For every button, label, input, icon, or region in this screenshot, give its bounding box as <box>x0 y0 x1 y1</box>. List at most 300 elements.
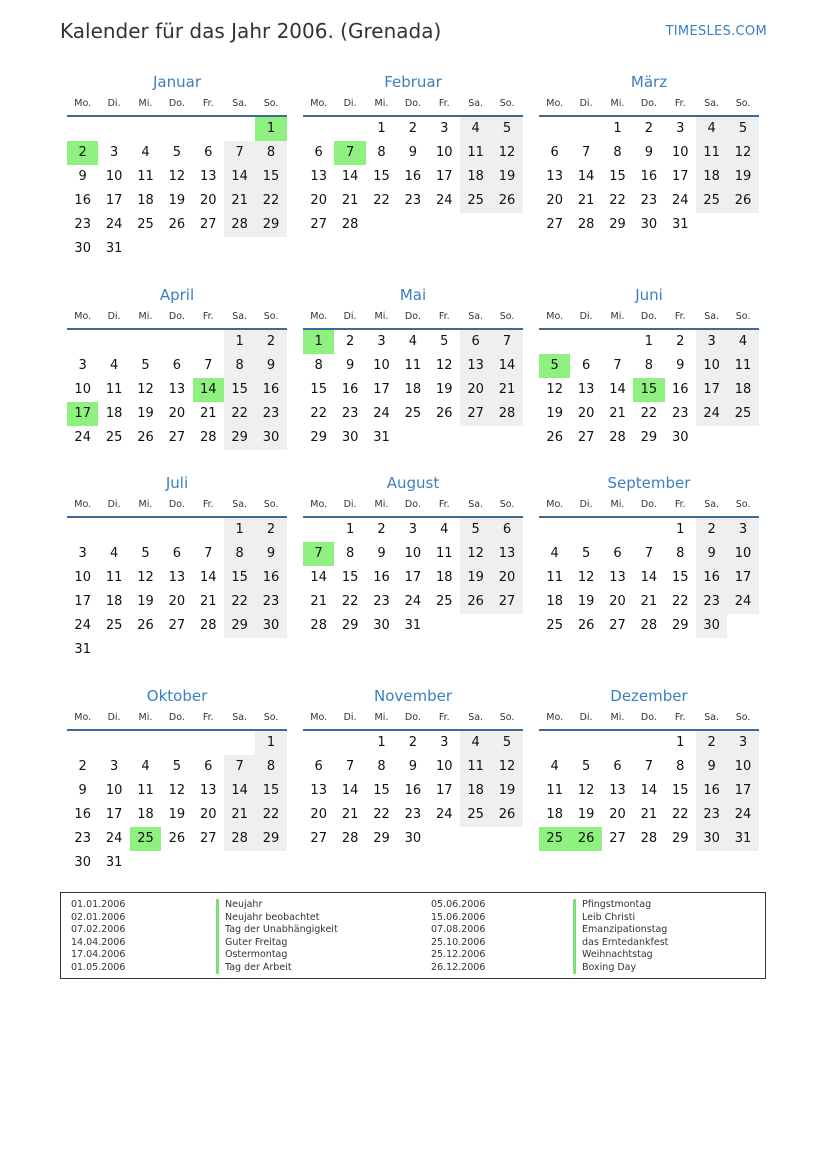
empty-day <box>460 614 491 638</box>
day-cell: 10 <box>435 145 453 160</box>
week-row <box>303 426 523 450</box>
weekday-label: Di. <box>343 98 357 109</box>
day-cell: 3 <box>78 358 87 373</box>
day-cell: 26 <box>546 430 563 445</box>
day-cell: 31 <box>105 241 123 256</box>
day-cell: 23 <box>696 803 727 827</box>
week-row <box>539 165 759 189</box>
weekday-label: Do. <box>404 712 421 723</box>
empty-day <box>491 614 522 638</box>
day-cell: 17 <box>105 807 123 822</box>
day-cell: 8 <box>224 542 255 566</box>
day-cell: 19 <box>491 779 522 803</box>
empty-day <box>429 213 460 237</box>
day-cell: 18 <box>137 193 154 208</box>
weekday-label: Do. <box>640 98 657 109</box>
day-cell: 18 <box>546 594 563 609</box>
day-cell: 23 <box>255 590 286 614</box>
weekday-label: Mi. <box>374 98 389 109</box>
day-cell: 27 <box>460 402 491 426</box>
day-cell: 5 <box>172 145 181 160</box>
day-cell: 17 <box>435 169 453 184</box>
week-row <box>303 330 523 354</box>
day-cell: 10 <box>74 570 91 585</box>
week-row <box>539 590 759 614</box>
month-name: Januar <box>153 73 201 91</box>
week-row <box>539 330 759 354</box>
day-cell: 6 <box>613 546 622 561</box>
day-cell: 14 <box>609 382 626 397</box>
day-cell: 5 <box>491 117 522 141</box>
legend-date: 17.04.2006 <box>71 949 126 960</box>
legend-date: 02.01.2006 <box>71 911 126 923</box>
legend-date: 26.12.2006 <box>431 961 486 973</box>
day-cell: 19 <box>491 165 522 189</box>
day-cell: 8 <box>644 358 653 373</box>
legend-holiday-name: Leib Christi <box>573 912 668 925</box>
weeks <box>539 330 759 450</box>
empty-day <box>161 330 192 354</box>
month-september <box>539 473 759 638</box>
day-cell: 26 <box>460 590 491 614</box>
empty-day <box>633 731 664 755</box>
week-row <box>67 518 287 542</box>
week-row <box>539 141 759 165</box>
month-name: August <box>386 474 440 492</box>
day-cell: 26 <box>570 827 601 851</box>
day-cell: 10 <box>727 755 758 779</box>
weekday-label: Fr. <box>674 98 686 109</box>
empty-day <box>539 330 570 354</box>
day-cell: 26 <box>727 189 758 213</box>
day-cell: 7 <box>303 542 334 566</box>
legend-holiday-name: Guter Freitag <box>216 937 338 950</box>
day-cell: 26 <box>491 189 522 213</box>
day-cell: 27 <box>546 217 563 232</box>
week-row <box>303 354 523 378</box>
day-cell: 8 <box>377 759 386 774</box>
day-cell: 3 <box>408 522 417 537</box>
day-cell: 2 <box>676 334 685 349</box>
day-cell: 6 <box>491 518 522 542</box>
day-cell: 26 <box>577 618 595 633</box>
empty-day <box>98 518 129 542</box>
weekday-label: Di. <box>107 499 121 510</box>
day-cell: 7 <box>581 145 591 160</box>
day-cell: 20 <box>199 807 217 822</box>
day-cell: 22 <box>255 803 286 827</box>
month-märz <box>539 72 759 237</box>
legend-dates-col-2 <box>431 899 485 974</box>
week-row <box>303 402 523 426</box>
week-row <box>303 378 523 402</box>
day-cell: 18 <box>435 570 453 585</box>
day-cell: 15 <box>341 570 359 585</box>
day-cell: 15 <box>633 378 664 402</box>
legend-holiday-name: Ostermontag <box>216 949 338 962</box>
weekday-label: So. <box>263 712 279 723</box>
legend-holiday-name: Boxing Day <box>573 962 668 975</box>
weekday-label: Sa. <box>468 499 484 510</box>
day-cell: 15 <box>255 779 286 803</box>
weekday-label: Di. <box>579 499 593 510</box>
day-cell: 26 <box>168 217 186 232</box>
day-cell: 5 <box>727 117 758 141</box>
day-cell: 19 <box>137 406 154 421</box>
day-cell: 21 <box>199 406 217 421</box>
legend-date: 01.05.2006 <box>71 961 126 973</box>
day-cell: 15 <box>609 169 626 184</box>
empty-day <box>67 518 98 542</box>
day-cell: 8 <box>314 358 323 373</box>
week-row <box>303 189 523 213</box>
day-cell: 25 <box>137 217 154 232</box>
day-cell: 11 <box>727 354 758 378</box>
day-cell: 28 <box>577 217 595 232</box>
weekday-label: Mo. <box>310 98 328 109</box>
weekday-header <box>303 497 523 515</box>
week-row <box>67 237 287 261</box>
week-row <box>539 402 759 426</box>
weekday-label: Mi. <box>610 712 625 723</box>
day-cell: 9 <box>644 145 653 160</box>
weekday-header <box>67 710 287 728</box>
day-cell: 9 <box>255 542 286 566</box>
month-name: Februar <box>384 73 442 91</box>
week-row <box>539 731 759 755</box>
day-cell: 21 <box>640 594 658 609</box>
empty-day <box>98 330 129 354</box>
day-cell: 18 <box>404 382 422 397</box>
weekday-label: So. <box>735 311 751 322</box>
day-cell: 14 <box>224 779 255 803</box>
weekday-label: Mo. <box>546 311 564 322</box>
day-cell: 12 <box>546 382 563 397</box>
day-cell: 12 <box>491 755 522 779</box>
day-cell: 24 <box>727 590 758 614</box>
week-row <box>67 590 287 614</box>
day-cell: 1 <box>377 121 386 136</box>
day-cell: 23 <box>255 402 286 426</box>
day-cell: 20 <box>609 807 626 822</box>
day-cell: 13 <box>609 783 626 798</box>
week-row <box>303 590 523 614</box>
day-cell: 22 <box>224 402 255 426</box>
week-row <box>67 117 287 141</box>
empty-day <box>397 213 428 237</box>
day-cell: 19 <box>577 594 595 609</box>
day-cell: 25 <box>435 594 453 609</box>
day-cell: 10 <box>74 382 91 397</box>
day-cell: 29 <box>671 618 689 633</box>
day-cell: 13 <box>199 783 217 798</box>
empty-day <box>429 426 460 450</box>
empty-day <box>255 851 286 875</box>
week-row <box>303 213 523 237</box>
day-cell: 18 <box>696 165 727 189</box>
day-cell: 22 <box>341 594 359 609</box>
day-cell: 12 <box>168 169 186 184</box>
day-cell: 16 <box>373 570 390 585</box>
week-row <box>67 402 287 426</box>
empty-day <box>696 213 727 237</box>
day-cell: 3 <box>440 735 449 750</box>
day-cell: 24 <box>696 402 727 426</box>
day-cell: 27 <box>199 831 217 846</box>
day-cell: 18 <box>137 807 154 822</box>
weekday-label: Di. <box>579 98 593 109</box>
empty-day <box>334 731 365 755</box>
empty-day <box>255 638 286 662</box>
weeks <box>539 731 759 851</box>
legend-holiday-name: Tag der Unabhängigkeit <box>216 924 338 937</box>
day-cell: 25 <box>105 430 123 445</box>
weekday-label: Mo. <box>310 712 328 723</box>
week-row <box>67 378 287 402</box>
weekday-label: Do. <box>404 311 421 322</box>
weekday-label: So. <box>263 311 279 322</box>
day-cell: 22 <box>609 193 626 208</box>
week-row <box>67 542 287 566</box>
day-cell: 29 <box>255 213 286 237</box>
empty-day <box>334 117 365 141</box>
weekday-label: Mo. <box>74 712 92 723</box>
day-cell: 25 <box>460 189 491 213</box>
day-cell: 5 <box>581 759 591 774</box>
day-cell: 2 <box>345 334 355 349</box>
day-cell: 14 <box>640 783 658 798</box>
month-name: November <box>373 687 453 705</box>
day-cell: 23 <box>74 831 91 846</box>
weekday-header <box>67 497 287 515</box>
legend-date: 25.10.2006 <box>431 936 486 948</box>
day-cell: 17 <box>727 779 758 803</box>
weekday-label: Fr. <box>202 98 214 109</box>
day-cell: 5 <box>581 546 591 561</box>
weekday-label: Mo. <box>74 499 92 510</box>
day-cell: 9 <box>408 145 417 160</box>
day-cell: 10 <box>435 759 453 774</box>
weeks <box>303 117 523 237</box>
day-cell: 20 <box>546 193 563 208</box>
weekday-label: Fr. <box>674 712 686 723</box>
empty-day <box>429 827 460 851</box>
day-cell: 29 <box>341 618 359 633</box>
day-cell: 20 <box>310 193 327 208</box>
week-row <box>539 827 759 851</box>
day-cell: 13 <box>491 542 522 566</box>
day-cell: 6 <box>314 145 323 160</box>
day-cell: 24 <box>435 807 453 822</box>
week-row <box>67 803 287 827</box>
day-cell: 25 <box>539 827 570 851</box>
weekday-label: Do. <box>168 311 185 322</box>
empty-day <box>366 213 397 237</box>
week-row <box>67 354 287 378</box>
day-cell: 29 <box>224 426 255 450</box>
day-cell: 27 <box>491 590 522 614</box>
day-cell: 20 <box>310 807 327 822</box>
day-cell: 16 <box>404 783 422 798</box>
week-row <box>303 731 523 755</box>
weekday-label: Di. <box>343 311 357 322</box>
day-cell: 21 <box>310 594 327 609</box>
month-name: März <box>630 73 668 91</box>
day-cell: 4 <box>460 731 491 755</box>
day-cell: 16 <box>640 169 658 184</box>
weekday-label: Do. <box>168 499 185 510</box>
empty-day <box>460 213 491 237</box>
month-juni <box>539 285 759 450</box>
week-row <box>303 827 523 851</box>
day-cell: 4 <box>408 334 417 349</box>
weekday-label: Do. <box>640 712 657 723</box>
day-cell: 7 <box>644 546 653 561</box>
empty-day <box>602 330 633 354</box>
day-cell: 14 <box>224 165 255 189</box>
day-cell: 2 <box>644 121 653 136</box>
empty-day <box>539 731 570 755</box>
day-cell: 28 <box>199 618 217 633</box>
day-cell: 16 <box>74 807 91 822</box>
day-cell: 26 <box>168 831 186 846</box>
empty-day <box>130 851 161 875</box>
day-cell: 1 <box>255 731 286 755</box>
empty-day <box>224 117 255 141</box>
day-cell: 29 <box>640 430 658 445</box>
day-cell: 5 <box>440 334 449 349</box>
day-cell: 29 <box>609 217 626 232</box>
week-row <box>539 542 759 566</box>
week-row <box>539 566 759 590</box>
day-cell: 18 <box>105 406 123 421</box>
empty-day <box>491 213 522 237</box>
empty-day <box>130 518 161 542</box>
empty-day <box>539 117 570 141</box>
weekday-label: Di. <box>107 98 121 109</box>
weekday-header <box>539 96 759 114</box>
week-row <box>67 614 287 638</box>
day-cell: 8 <box>676 759 685 774</box>
week-row <box>539 189 759 213</box>
legend-names-col-1 <box>216 899 338 974</box>
day-cell: 2 <box>408 735 417 750</box>
day-cell: 2 <box>255 518 286 542</box>
day-cell: 20 <box>460 378 491 402</box>
day-cell: 8 <box>255 755 286 779</box>
month-februar <box>303 72 523 237</box>
day-cell: 9 <box>255 354 286 378</box>
week-row <box>67 141 287 165</box>
weekday-label: So. <box>499 311 515 322</box>
empty-day <box>460 426 491 450</box>
day-cell: 16 <box>671 382 689 397</box>
day-cell: 17 <box>435 783 453 798</box>
weeks <box>67 117 287 261</box>
weekday-label: Di. <box>579 311 593 322</box>
day-cell: 16 <box>74 193 91 208</box>
empty-day <box>193 851 224 875</box>
day-cell: 16 <box>255 566 286 590</box>
day-cell: 6 <box>460 330 491 354</box>
legend-names-col-2 <box>573 899 668 974</box>
day-cell: 18 <box>727 378 758 402</box>
day-cell: 24 <box>404 594 422 609</box>
day-cell: 2 <box>408 121 417 136</box>
legend-holiday-name: Neujahr <box>216 899 338 912</box>
day-cell: 28 <box>640 831 658 846</box>
day-cell: 10 <box>671 145 689 160</box>
day-cell: 22 <box>671 807 689 822</box>
week-row <box>67 779 287 803</box>
day-cell: 21 <box>609 406 626 421</box>
day-cell: 31 <box>105 855 123 870</box>
day-cell: 12 <box>168 783 186 798</box>
empty-day <box>67 117 98 141</box>
day-cell: 24 <box>105 831 123 846</box>
day-cell: 12 <box>435 358 453 373</box>
day-cell: 14 <box>341 169 359 184</box>
empty-day <box>67 731 98 755</box>
weekday-label: Sa. <box>704 712 720 723</box>
day-cell: 19 <box>546 406 563 421</box>
day-cell: 13 <box>310 783 327 798</box>
weekday-header <box>303 309 523 327</box>
week-row <box>303 165 523 189</box>
week-row <box>67 426 287 450</box>
day-cell: 1 <box>224 518 255 542</box>
day-cell: 11 <box>105 570 123 585</box>
weekday-label: Mo. <box>310 311 328 322</box>
day-cell: 21 <box>577 193 595 208</box>
day-cell: 5 <box>172 759 181 774</box>
day-cell: 25 <box>546 618 563 633</box>
day-cell: 23 <box>341 406 359 421</box>
weekday-label: So. <box>499 499 515 510</box>
day-cell: 29 <box>224 614 255 638</box>
legend-holiday-name: Emanzipationstag <box>573 924 668 937</box>
day-cell: 21 <box>341 193 359 208</box>
week-row <box>303 518 523 542</box>
day-cell: 11 <box>435 546 453 561</box>
day-cell: 18 <box>460 165 491 189</box>
weeks <box>67 518 287 662</box>
day-cell: 7 <box>644 759 653 774</box>
day-cell: 23 <box>373 594 390 609</box>
legend-holiday-name: Neujahr beobachtet <box>216 912 338 925</box>
weekday-label: Fr. <box>674 499 686 510</box>
empty-day <box>429 614 460 638</box>
weekday-label: Sa. <box>468 712 484 723</box>
weekday-label: Mi. <box>610 311 625 322</box>
day-cell: 11 <box>696 141 727 165</box>
weekday-label: So. <box>735 98 751 109</box>
empty-day <box>130 638 161 662</box>
day-cell: 5 <box>141 546 150 561</box>
weeks <box>67 731 287 875</box>
day-cell: 17 <box>105 193 123 208</box>
day-cell: 4 <box>727 330 758 354</box>
weekday-label: Di. <box>343 499 357 510</box>
day-cell: 29 <box>310 430 327 445</box>
day-cell: 15 <box>373 783 390 798</box>
weekday-label: Sa. <box>232 712 248 723</box>
day-cell: 17 <box>727 566 758 590</box>
brand-link[interactable]: TIMESLES.COM <box>665 24 767 39</box>
weekday-header <box>303 710 523 728</box>
day-cell: 28 <box>491 402 522 426</box>
day-cell: 15 <box>373 169 390 184</box>
